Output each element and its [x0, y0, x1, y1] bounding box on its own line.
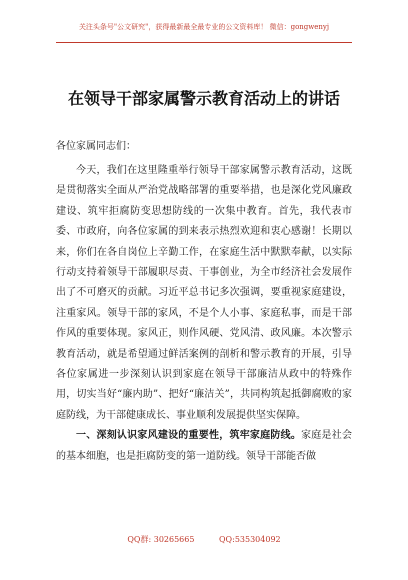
header-banner: 关注头条号"公文研究"，获得最新最全最专业的公文资料库！ 微信：gongwenyj [78, 23, 330, 31]
section-paragraph [56, 426, 352, 467]
body-paragraph: 今天，我们在这里隆重举行领导干部家属警示教育活动，这既是贯彻落实全面从严治党战略部署的重要举措，也是深化党风廉政建设、筑牢拒腐防变思想防线的一次集中教育。首先，我代表市委、市政府，向各位家属的到来表示热烈欢迎和衷心感谢！长期以来，你们在各自岗位上辛勤工作，在家庭生活中默默奉献，以实际行动支持着领导干部履职尽责、干事创业，为全市经济社会发展作出了不可磨灭的贡献。习近平总书记多次强调，要重视家庭建设，注重家风。领导干部的家风，不是个人小事、家庭私事，而是干部作风的重要体现。家风正，则作风硬、党风清、政风廉。本次警示教育活动，就是希望通过鲜活案例的剖析和警示教育的开展，引导各位家属进一步深刻认识到家庭在领导干部廉洁从政中的特殊作用，切实当好“廉内助”、把好“廉洁关”，共同构筑起抵御腐败的家庭防线，为干部健康成长、事业顺利发展提供坚实保障。 [56, 165, 352, 421]
document-body [56, 161, 352, 467]
footer-contact [0, 534, 408, 545]
footer-qq: QQ:535304092 [219, 535, 281, 544]
header-divider [56, 42, 352, 43]
footer-qq-group: QQ群: 30265665 [127, 535, 195, 544]
document-title: 在领导干部家属警示教育活动上的讲话 [67, 89, 340, 108]
section-heading: 一、深刻认识家风建设的重要性，筑牢家庭防线。 [76, 430, 302, 442]
salutation: 各位家属同志们： [56, 141, 136, 152]
section-text: 家庭是社会的基本细胞，也是拒腐防变的第一道防线。领导干部能否做 [56, 430, 353, 462]
